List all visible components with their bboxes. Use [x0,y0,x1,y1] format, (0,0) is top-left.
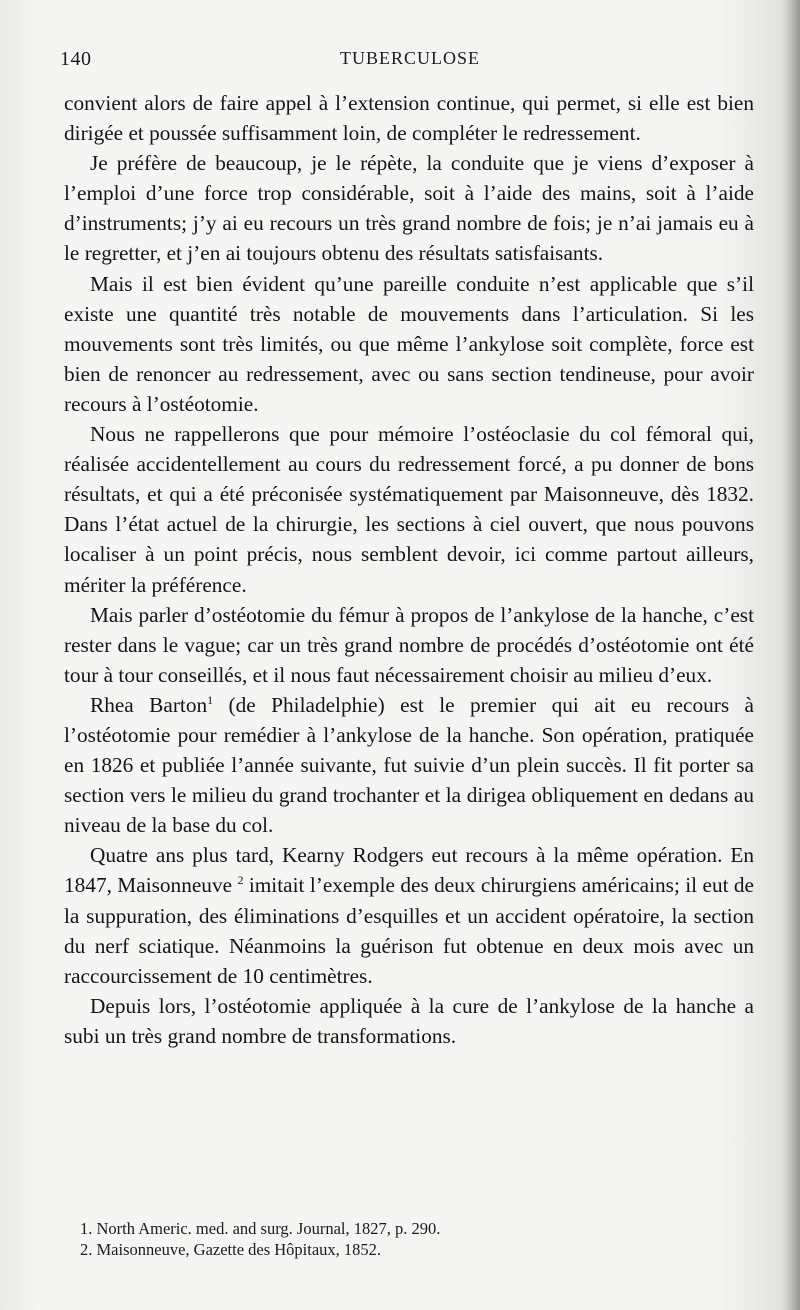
paragraph [64,419,754,600]
footnotes [80,1218,680,1260]
footnote-ref: 2 [237,873,244,888]
paragraph [64,600,754,690]
footnote-number: 2. [80,1240,93,1259]
paragraph [64,991,754,1051]
page-edge-shadow [786,0,800,1310]
footnote-text: Maisonneuve, Gazette des Hôpitaux, 1852. [96,1240,382,1259]
paragraph [64,88,754,148]
running-title: TUBERCULOSE [340,48,481,68]
paragraph-text: Mais il est bien évident qu’une pareille conduite n’est applicable que s’il existe une quantité très notable de mouvements dans l’articulation. Si les mouvements sont très limités, ou que même l’ankylose soit complète, force est bien de renoncer au redressement, avec ou sans section tendineuse, pour avoir recours à l’ostéotomie. [64,271,754,416]
paragraph [64,269,754,419]
paragraph-text: Quatre ans plus tard, Kearny Rodgers eut recours à la même opération. En 1847, Maisonneuve [64,843,754,898]
paragraph [64,840,754,990]
footnote [80,1218,680,1239]
page-header [60,48,680,78]
paragraph-text: imitait l’exemple des deux chirurgiens américains; il eut de la suppuration, des éliminations d’esquilles et un accident opératoire, la section du nerf sciatique. Néanmoins la guérison fut obtenue en deux mois avec un raccourcissement de 10 centimètres. [64,873,754,988]
footnote-text: North Americ. med. and surg. Journal, 1827, p. 290. [96,1219,441,1238]
paragraph-text: Nous ne rappellerons que pour mémoire l’ostéoclasie du col fémoral qui, réalisée accidentellement au cours du redressement forcé, a pu donner de bons résultats, et qui a été préconisée systématiquement par Maisonneuve, dès 1832. Dans l’état actuel de la chirurgie, les sections à ciel ouvert, que nous pouvons localiser à un point précis, nous semblent devoir, ici comme partout ailleurs, mériter la préférence. [64,422,754,597]
body-text [64,88,754,1051]
paragraph-text: Rhea Barton [90,692,208,717]
footnote-number: 1. [80,1219,93,1238]
paragraph-text: Depuis lors, l’ostéotomie appliquée à la cure de l’ankylose de la hanche a subi un très grand nombre de transformations. [64,993,754,1048]
footnote [80,1239,680,1260]
footnote-ref: 1 [207,692,214,707]
paragraph-text: Mais parler d’ostéotomie du fémur à propos de l’ankylose de la hanche, c’est rester dans le vague; car un très grand nombre de procédés d’ostéotomie ont été tour à tour conseillés, et il nous faut nécessairement choisir au milieu d’eux. [64,602,754,687]
paragraph-text: (de Philadelphie) est le premier qui ait eu recours à l’ostéotomie pour remédier à l’ankylose de la hanche. Son opération, pratiquée en 1826 et publiée l’année suivante, fut suivie d’un plein succès. Il fit porter sa section vers le milieu du grand trochanter et la dirigea obliquement en dedans au niveau de la base du col. [64,692,755,838]
paragraph-text: convient alors de faire appel à l’extension continue, qui permet, si elle est bien dirigée et poussée suffisamment loin, de compléter le redressement. [64,91,754,146]
paragraph [64,690,754,840]
paragraph-text: Je préfère de beaucoup, je le répète, la conduite que je viens d’exposer à l’emploi d’une force trop considérable, soit à l’aide des mains, soit à l’aide d’instruments; j’y ai eu recours un très grand nombre de fois; je n’ai jamais eu à le regretter, et j’en ai toujours obtenu des résultats satisfaisants. [64,151,754,266]
paragraph [64,148,754,268]
page-number: 140 [60,48,92,70]
